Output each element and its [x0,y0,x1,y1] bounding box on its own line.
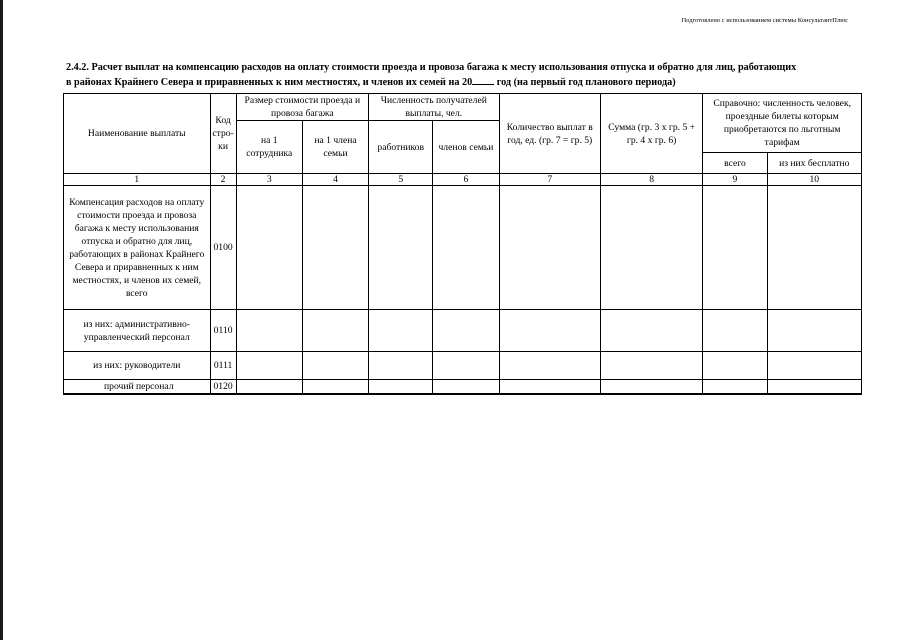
value-cell[interactable] [703,310,767,352]
column-numbers-row [64,174,862,186]
value-cell[interactable] [600,380,702,395]
header-note: Подготовлено с использованием системы КонсультантПлюс [681,17,848,24]
title-line-2b: год (на первый год планового периода) [496,76,676,88]
value-cell[interactable] [236,310,302,352]
header-recipients-family: членов семьи [433,121,499,174]
column-number: 7 [499,174,600,186]
value-cell[interactable] [499,186,600,310]
column-number: 8 [600,174,702,186]
header-cost-per-employee: на 1 сотрудника [236,121,302,174]
value-cell[interactable] [600,310,702,352]
value-cell[interactable] [236,352,302,380]
value-cell[interactable] [236,380,302,395]
value-cell[interactable] [302,186,368,310]
value-cell[interactable] [302,352,368,380]
year-blank-field [472,75,494,85]
header-cost-group: Размер стоимости проезда и провоза багажа [236,94,368,121]
value-cell[interactable] [433,186,499,310]
value-cell[interactable] [302,380,368,395]
header-sum: Сумма (гр. 3 х гр. 5 + гр. 4 х гр. 6) [600,94,702,174]
column-number: 5 [369,174,433,186]
value-cell[interactable] [703,186,767,310]
header-reference-group: Справочно: численность человек, проездные билеты которым приобретаются по льготным тарифам [703,94,862,153]
value-cell[interactable] [433,310,499,352]
scan-edge-shadow [0,0,3,640]
value-cell[interactable] [767,186,861,310]
payments-table [63,93,862,395]
value-cell[interactable] [600,186,702,310]
value-cell[interactable] [600,352,702,380]
column-number: 6 [433,174,499,186]
header-name: Наименование выплаты [64,94,211,174]
row-code: 0100 [210,186,236,310]
row-name: из них: административно-управленческий персонал [64,310,211,352]
column-number: 4 [302,174,368,186]
value-cell[interactable] [302,310,368,352]
value-cell[interactable] [499,352,600,380]
value-cell[interactable] [433,380,499,395]
value-cell[interactable] [703,380,767,395]
value-cell[interactable] [369,310,433,352]
value-cell[interactable] [369,186,433,310]
header-reference-free: из них бесплатно [767,153,861,174]
value-cell[interactable] [499,310,600,352]
row-code: 0120 [210,380,236,395]
table-row [64,186,862,310]
header-reference-total: всего [703,153,767,174]
column-number: 1 [64,174,211,186]
value-cell[interactable] [499,380,600,395]
header-payments-count: Количество выплат в год, ед. (гр. 7 = гр. 5) [499,94,600,174]
header-cost-per-family: на 1 члена семьи [302,121,368,174]
value-cell[interactable] [369,352,433,380]
row-name: Компенсация расходов на оплату стоимости проезда и провоза багажа к месту использования отпуска и обратно для лиц, работающих в районах Крайнего Севера и приравненных к ним местностях, и членов их семей, всего [64,186,211,310]
value-cell[interactable] [369,380,433,395]
column-number: 9 [703,174,767,186]
row-name: прочий персонал [64,380,211,395]
header-code: Код стро-ки [210,94,236,174]
value-cell[interactable] [767,352,861,380]
row-name: из них: руководители [64,352,211,380]
header-recipients-workers: работников [369,121,433,174]
row-code: 0110 [210,310,236,352]
header-recipients-group: Численность получателей выплаты, чел. [369,94,499,121]
table-row [64,380,862,395]
column-number: 10 [767,174,861,186]
title-line-2a: в районах Крайнего Севера и приравненных к ним местностях, и членов их семей на 20 [66,76,473,88]
value-cell[interactable] [433,352,499,380]
title-line-1: 2.4.2. Расчет выплат на компенсацию расходов на оплату стоимости проезда и провоза багажа к месту использования отпуска и обратно для лиц, работающих [66,62,797,73]
column-number: 2 [210,174,236,186]
value-cell[interactable] [767,310,861,352]
value-cell[interactable] [767,380,861,395]
column-number: 3 [236,174,302,186]
table-row [64,352,862,380]
row-code: 0111 [210,352,236,380]
table-row [64,310,862,352]
value-cell[interactable] [236,186,302,310]
value-cell[interactable] [703,352,767,380]
section-title [66,62,866,89]
